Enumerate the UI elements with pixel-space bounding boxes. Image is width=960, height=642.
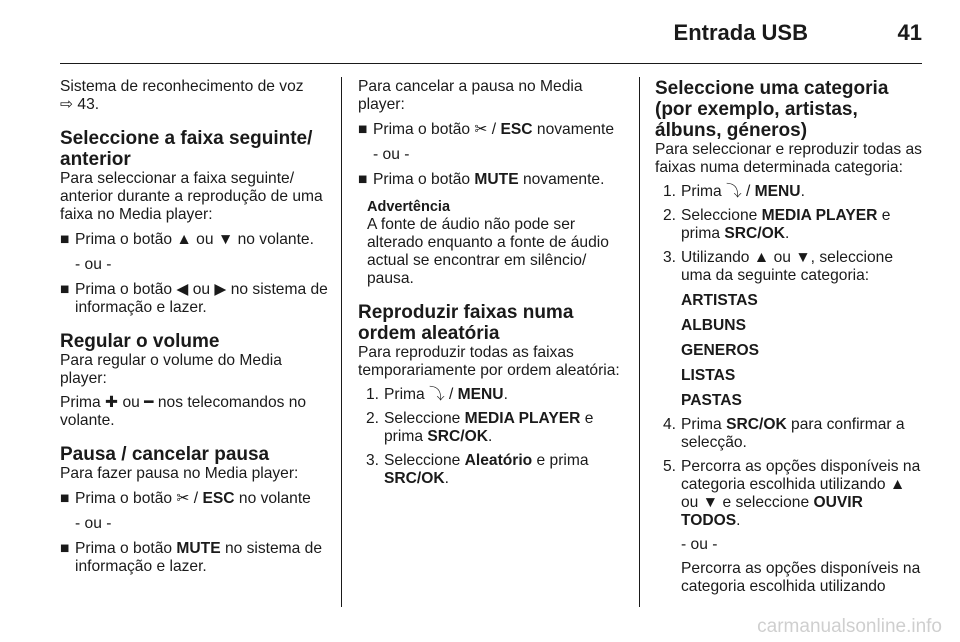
step-item xyxy=(655,207,925,243)
step-text: . xyxy=(444,470,449,487)
bullet-icon: ■ xyxy=(60,540,70,557)
category-item: PASTAS xyxy=(681,392,742,409)
warning-body: A fonte de áudio não pode ser alterado enquanto a fonte de áudio actual se encontrar em silêncio/ pausa. xyxy=(367,216,609,287)
bullet-text: no volante xyxy=(234,490,311,507)
step-text: Prima ⤵ / xyxy=(384,386,458,403)
step-number: 2. xyxy=(663,207,677,224)
mute-key-label: MUTE xyxy=(474,171,519,188)
page-title: Entrada USB xyxy=(673,20,808,45)
or-separator: - ou - xyxy=(373,146,410,163)
src-ok-key-label: SRC/OK xyxy=(384,470,445,487)
section-body: Para seleccionar a faixa seguinte/ anterior durante a reprodução de uma faixa no Media player: xyxy=(60,170,323,223)
step-number: 4. xyxy=(663,416,677,433)
step-text: . xyxy=(784,225,790,242)
section-heading: Reproduzir faixas numa ordem aleatória xyxy=(358,302,574,344)
media-player-label: MEDIA PLAYER xyxy=(464,410,581,427)
bullet-text: Prima o botão ▲ ou ▼ no volante. xyxy=(75,231,314,248)
src-ok-key-label: SRC/OK xyxy=(427,428,488,445)
section-body: Para reproduzir todas as faixas temporariamente por ordem aleatória: xyxy=(358,344,620,379)
media-player-label: MEDIA PLAYER xyxy=(761,207,878,224)
category-item: LISTAS xyxy=(681,367,736,384)
step-text: Percorra as opções disponíveis na categoria escolhida utilizando ▲ ou ▼ e seleccione xyxy=(681,458,921,511)
step-number: 1. xyxy=(663,183,677,200)
bullet-icon: ■ xyxy=(358,171,368,188)
menu-key-label: MENU xyxy=(457,386,504,403)
step-item xyxy=(655,249,925,285)
esc-key-label: ESC xyxy=(500,121,533,138)
or-separator: - ou - xyxy=(681,536,718,553)
bullet-text: novamente xyxy=(532,121,615,138)
step-text: . xyxy=(503,386,508,403)
mute-key-label: MUTE xyxy=(176,540,221,557)
column-2 xyxy=(358,78,628,488)
step-text: Prima ⤵ / xyxy=(681,183,755,200)
step-text: Percorra as opções disponíveis na categoria escolhida utilizando xyxy=(681,560,921,595)
section-body: Para regular o volume do Media player: xyxy=(60,352,282,387)
section-body: Prima ✚ ou ━ nos telecomandos no volante. xyxy=(60,394,307,429)
bullet-text: Prima o botão xyxy=(75,540,177,557)
step-text: Seleccione xyxy=(384,410,465,427)
step-text: Seleccione xyxy=(384,452,465,469)
src-ok-key-label: SRC/OK xyxy=(726,416,787,433)
step-text: Seleccione xyxy=(681,207,762,224)
column-divider xyxy=(341,77,342,607)
step-text: para confirmar a selecção. xyxy=(681,416,905,451)
section-body: Para seleccionar e reproduzir todas as faixas numa determinada categoria: xyxy=(655,141,922,176)
bullet-item xyxy=(60,540,330,576)
bullet-item xyxy=(60,231,330,249)
step-number: 3. xyxy=(663,249,677,266)
bullet-icon: ■ xyxy=(60,281,70,298)
step-number: 2. xyxy=(366,410,380,427)
page-header xyxy=(60,0,922,64)
bullet-text: novamente. xyxy=(518,171,605,188)
shuffle-label: Aleatório xyxy=(464,452,533,469)
esc-key-label: ESC xyxy=(202,490,235,507)
step-item xyxy=(358,452,628,488)
section-heading: Seleccione uma categoria (por exemplo, artistas, álbuns, géneros) xyxy=(655,78,889,141)
bullet-text: Prima o botão ◀ ou ▶ no sistema de informação e lazer. xyxy=(75,281,328,316)
category-item: ARTISTAS xyxy=(681,292,758,309)
step-item xyxy=(358,410,628,446)
bullet-icon: ■ xyxy=(358,121,368,138)
step-text: e prima xyxy=(384,410,594,445)
bullet-item xyxy=(358,121,628,139)
bullet-item xyxy=(60,281,330,317)
step-number: 1. xyxy=(366,386,380,403)
menu-key-label: MENU xyxy=(754,183,801,200)
column-3 xyxy=(655,78,925,596)
category-item: ALBUNS xyxy=(681,317,746,334)
bullet-text: Prima o botão ✂ / xyxy=(75,490,203,507)
section-heading: Regular o volume xyxy=(60,331,220,352)
category-item: GENEROS xyxy=(681,342,759,359)
step-text: Prima xyxy=(681,416,727,433)
or-separator: - ou - xyxy=(75,256,112,273)
src-ok-key-label: SRC/OK xyxy=(724,225,785,242)
warning-heading: Advertência xyxy=(367,199,451,215)
step-text: . xyxy=(736,512,741,529)
section-body: Para fazer pausa no Media player: xyxy=(60,465,299,482)
step-item xyxy=(358,386,628,404)
step-text: e prima xyxy=(532,452,589,469)
step-item xyxy=(655,416,925,452)
watermark: carmanualsonline.info xyxy=(757,616,942,637)
bullet-text: no sistema de informação e lazer. xyxy=(75,540,323,575)
step-number: 5. xyxy=(663,458,677,475)
bullet-icon: ■ xyxy=(60,490,70,507)
step-item xyxy=(655,458,925,530)
step-number: 3. xyxy=(366,452,380,469)
bullet-item xyxy=(60,490,330,508)
bullet-text: Prima o botão ✂ / xyxy=(373,121,501,138)
warning-note xyxy=(358,198,628,288)
or-separator: - ou - xyxy=(75,515,112,532)
bullet-icon: ■ xyxy=(60,231,70,248)
bullet-item xyxy=(358,171,628,189)
play-all-label: OUVIR TODOS xyxy=(681,494,863,529)
step-item xyxy=(655,183,925,201)
intro-text: Para cancelar a pausa no Media player: xyxy=(358,78,583,113)
section-heading: Seleccione a faixa seguinte/ anterior xyxy=(60,128,313,170)
step-text: Utilizando ▲ ou ▼, seleccione uma da seguinte categoria: xyxy=(681,249,894,284)
column-divider xyxy=(639,77,640,607)
step-text: . xyxy=(487,428,493,445)
page-number: 41 xyxy=(897,20,922,45)
step-text: e prima xyxy=(681,207,891,242)
column-1 xyxy=(60,78,330,576)
page-reference: ⇨ 43. xyxy=(60,96,100,113)
bullet-text: Prima o botão xyxy=(373,171,475,188)
intro-text: Sistema de reconhecimento de voz xyxy=(60,78,304,95)
section-heading: Pausa / cancelar pausa xyxy=(60,444,270,465)
step-text: . xyxy=(800,183,805,200)
